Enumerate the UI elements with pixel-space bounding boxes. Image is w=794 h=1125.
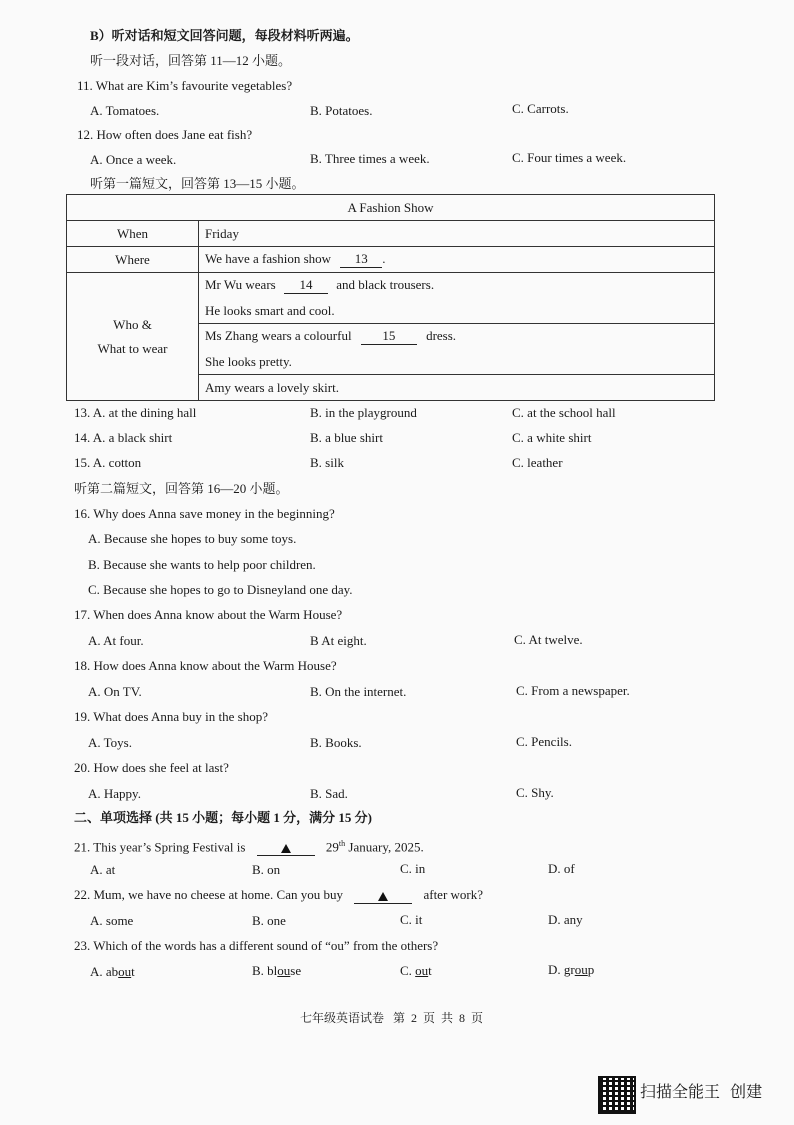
q23-c-post: t: [428, 963, 432, 978]
q18-option-a: A. On TV.: [88, 684, 142, 699]
blank-13: 13: [340, 251, 382, 268]
q23-c-pre: C.: [400, 963, 416, 978]
q23-a-underline: ou: [118, 964, 132, 979]
q19-option-b: B. Books.: [310, 735, 362, 750]
q16-option-a: A. Because she hopes to buy some toys.: [88, 531, 297, 546]
when-label: When: [67, 221, 199, 247]
section-b-heading: B）听对话和短文回答问题，每段材料听两遍。: [90, 28, 359, 43]
blank-14: 14: [284, 277, 328, 294]
zhang-row: [199, 324, 715, 350]
q21-option-a: A. at: [90, 862, 116, 877]
who-label-line2: What to wear: [97, 340, 168, 356]
page-footer: 七年级英语试卷 第 2 页 共 8 页: [300, 1011, 484, 1025]
question-19: 19. What does Anna buy in the shop?: [74, 709, 269, 724]
q12-option-b: B. Three times a week.: [310, 151, 430, 166]
passage2-intro: 听第二篇短文，回答第 16—20 小题。: [74, 481, 289, 496]
q15-option-c: C. leather: [512, 455, 563, 470]
question-16: 16. Why does Anna save money in the beginning?: [74, 506, 335, 521]
fashion-show-table: [66, 194, 715, 401]
q15-option-a: 15. A. cotton: [74, 455, 142, 470]
q21-post: January, 2025.: [348, 839, 424, 855]
who-label: [67, 273, 199, 401]
dialogue-intro: 听一段对话，回答第 11—12 小题。: [90, 53, 292, 68]
q23-option-a: [90, 964, 135, 980]
question-21: [74, 836, 424, 856]
q17-option-a: A. At four.: [88, 633, 144, 648]
q20-option-a: A. Happy.: [88, 786, 141, 801]
q18-option-c: C. From a newspaper.: [516, 683, 630, 698]
q23-b-pre: B. bl: [252, 963, 278, 978]
zhang-pre: Ms Zhang wears a colourful: [205, 328, 352, 343]
q23-b-post: se: [290, 963, 302, 978]
q19-option-c: C. Pencils.: [516, 734, 572, 749]
wu-row: [199, 273, 715, 299]
qr-code-icon: [598, 1076, 636, 1114]
question-17: 17. When does Anna know about the Warm House?: [74, 607, 343, 622]
q21-blank: [257, 839, 315, 856]
q14-option-b: B. a blue shirt: [310, 430, 383, 445]
q13-option-b: B. in the playground: [310, 405, 417, 420]
q17-option-c: C. At twelve.: [514, 632, 583, 647]
q11-option-b: B. Potatoes.: [310, 103, 373, 118]
q22-pre: 22. Mum, we have no cheese at home. Can you buy: [74, 887, 343, 902]
where-label: Where: [67, 247, 199, 273]
q14-option-c: C. a white shirt: [512, 430, 592, 445]
zhang-line2: She looks pretty.: [199, 349, 715, 375]
blank-15: 15: [361, 328, 417, 345]
triangle-icon: [281, 844, 291, 853]
q11-option-a: A. Tomatoes.: [90, 103, 160, 118]
q11-option-c: C. Carrots.: [512, 101, 569, 116]
question-11: 11. What are Kim’s favourite vegetables?: [77, 78, 293, 93]
q12-option-a: A. Once a week.: [90, 152, 177, 167]
where-text: We have a fashion show: [205, 251, 332, 266]
q21-option-b: B. on: [252, 862, 281, 877]
q21-date-sup: th: [338, 839, 346, 848]
wu-post: and black trousers.: [336, 277, 435, 292]
zhang-post: dress.: [426, 328, 457, 343]
question-22: [74, 887, 483, 904]
when-value: [199, 221, 715, 247]
q22-option-c: C. it: [400, 912, 423, 927]
where-value: We have a fashion show 13 .: [199, 247, 715, 273]
question-12: 12. How often does Jane eat fish?: [77, 127, 253, 142]
q22-option-a: A. some: [90, 913, 134, 928]
q21-option-c: C. in: [400, 861, 426, 876]
q18-option-b: B. On the internet.: [310, 684, 407, 699]
q16-option-c: C. Because she hopes to go to Disneyland one day.: [88, 582, 353, 597]
q22-blank: [354, 887, 412, 904]
triangle-icon: [378, 892, 388, 901]
q23-d-post: p: [587, 962, 595, 977]
q12-option-c: C. Four times a week.: [512, 150, 627, 165]
question-18: 18. How does Anna know about the Warm House?: [74, 658, 337, 673]
q17-option-b: B At eight.: [310, 633, 367, 648]
q23-option-b: [252, 963, 301, 979]
q21-pre: 21. This year’s Spring Festival is: [74, 839, 246, 855]
q23-c-underline: ou: [415, 963, 429, 978]
q20-option-b: B. Sad.: [310, 786, 348, 801]
wu-line2: He looks smart and cool.: [199, 298, 715, 324]
q23-b-underline: ou: [277, 963, 291, 978]
q23-option-c: [400, 963, 432, 979]
q20-option-c: C. Shy.: [516, 785, 554, 800]
q15-option-b: B. silk: [310, 455, 344, 470]
amy-row: Amy wears a lovely skirt.: [199, 375, 715, 401]
q23-a-pre: A. ab: [90, 964, 119, 979]
q13-option-a: 13. A. at the dining hall: [74, 405, 197, 420]
question-20: 20. How does she feel at last?: [74, 760, 229, 775]
section-2-heading: 二、单项选择 (共 15 小题；每小题 1 分，满分 15 分): [74, 810, 372, 825]
q23-option-d: [548, 962, 594, 978]
when-text: Friday: [205, 225, 239, 241]
table-title: A Fashion Show: [67, 195, 715, 221]
q22-option-b: B. one: [252, 913, 286, 928]
who-label-line1: Who &: [113, 316, 152, 332]
scanner-watermark: 扫描全能王 创建: [640, 1082, 763, 1101]
q23-d-pre: D. gr: [548, 962, 575, 977]
q22-option-d: D. any: [548, 912, 583, 927]
q23-a-post: t: [131, 964, 135, 979]
q19-option-a: A. Toys.: [88, 735, 132, 750]
passage1-intro: 听第一篇短文，回答第 13—15 小题。: [90, 176, 305, 191]
wu-pre: Mr Wu wears: [205, 277, 276, 292]
q21-option-d: D. of: [548, 861, 575, 876]
q13-option-c: C. at the school hall: [512, 405, 616, 420]
q14-option-a: 14. A. a black shirt: [74, 430, 173, 445]
q23-d-underline: ou: [574, 962, 588, 977]
q22-post: after work?: [423, 887, 484, 902]
q16-option-b: B. Because she wants to help poor children.: [88, 557, 316, 572]
q21-date-num: 29: [325, 839, 339, 855]
question-23: 23. Which of the words has a different sound of “ou” from the others?: [74, 938, 439, 953]
